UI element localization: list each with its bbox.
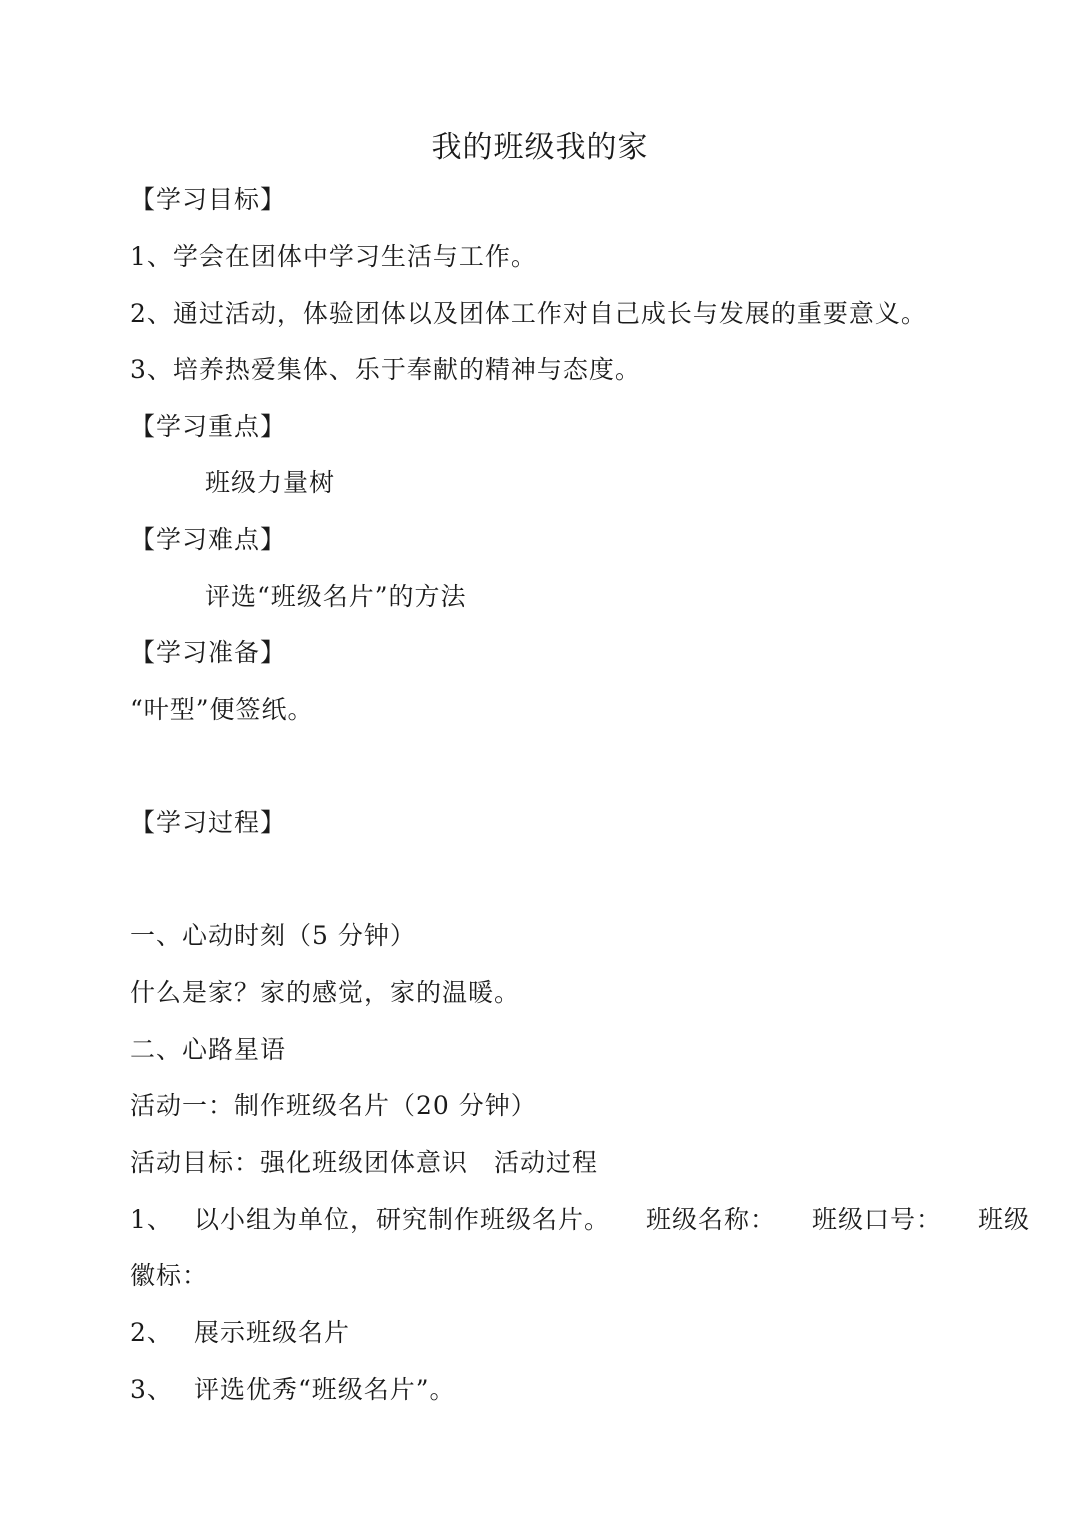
step-3-number: 3、 — [130, 1375, 173, 1404]
objective-item-1: 1、学会在团体中学习生活与工作。 — [130, 242, 537, 271]
step-1-field-name: 班级名称： — [646, 1205, 777, 1234]
key-points-heading: 【学习重点】 — [130, 412, 287, 441]
key-points-content: 班级力量树 — [205, 468, 336, 497]
part1-title: 一、心动时刻（5 分钟） — [130, 921, 416, 950]
step-3 — [130, 1373, 456, 1407]
activity1-goal-line — [130, 1146, 598, 1180]
objective-item-2: 2、通过活动，体验团体以及团体工作对自己成长与发展的重要意义。 — [130, 299, 927, 328]
step-1-number: 1、 — [130, 1205, 173, 1234]
step-1-text: 以小组为单位，研究制作班级名片。 — [194, 1205, 611, 1234]
activity1-process: 活动过程 — [494, 1148, 599, 1177]
activity1-title: 活动一：制作班级名片（20 分钟） — [130, 1091, 537, 1120]
step-3-text: 评选优秀“班级名片”。 — [194, 1375, 456, 1404]
step-1 — [130, 1203, 1030, 1237]
step-2-number: 2、 — [130, 1318, 173, 1347]
step-1-field-logo-start: 班级 — [978, 1205, 1031, 1234]
activity1-goal: 活动目标：强化班级团体意识 — [130, 1148, 469, 1177]
step-2-text: 展示班级名片 — [194, 1318, 351, 1347]
preparation-content: “叶型”便签纸。 — [130, 695, 314, 724]
document-title: 我的班级我的家 — [431, 130, 649, 165]
process-heading: 【学习过程】 — [130, 808, 287, 837]
part2-title: 二、心路星语 — [130, 1035, 287, 1064]
step-1-field-slogan: 班级口号： — [812, 1205, 943, 1234]
objectives-heading: 【学习目标】 — [130, 185, 287, 214]
difficulties-heading: 【学习难点】 — [130, 525, 287, 554]
preparation-heading: 【学习准备】 — [130, 638, 287, 667]
step-1-continued: 徽标： — [130, 1261, 209, 1290]
step-2 — [130, 1316, 350, 1350]
objective-item-3: 3、培养热爱集体、乐于奉献的精神与态度。 — [130, 355, 641, 384]
part1-text: 什么是家？家的感觉，家的温暖。 — [130, 978, 521, 1007]
difficulties-content: 评选“班级名片”的方法 — [205, 582, 467, 611]
